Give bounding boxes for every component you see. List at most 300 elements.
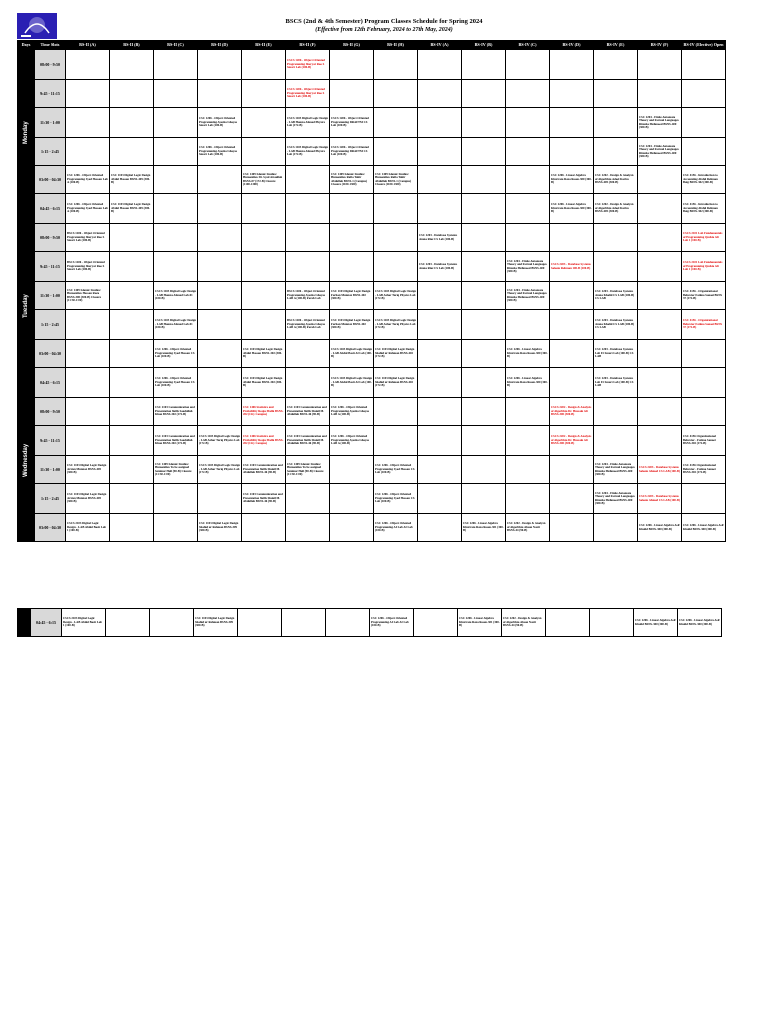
col-header: BS-II (F) (286, 41, 330, 50)
schedule-cell: CSC 1409 Islamic Studies/ Humanities Rafia Tahir Abdullah BSNS-1 (Campus) Closure (1100-1300) (374, 166, 418, 194)
schedule-cell (286, 224, 330, 252)
schedule-cell (418, 50, 462, 80)
schedule-cell (110, 50, 154, 80)
schedule-cell (330, 50, 374, 80)
schedule-cell (154, 514, 198, 542)
col-header: BS-IV (C) (506, 41, 550, 50)
schedule-cell: CSC 2206 - Linear Algebra Khurram Raza Room-301 (300-B) (462, 514, 506, 542)
time-slot: 03:00 - 04:30 (35, 166, 66, 194)
schedule-cell (638, 80, 682, 108)
schedule-cell: CSC 1206 - Object Oriented Programming Syed Hassan CS Lab (100-B) (154, 368, 198, 398)
schedule-cell (418, 138, 462, 166)
schedule-cell: CSCS 1103 Digital Logic Design - LAB Abdul Basit AI Lab (100-B) (330, 340, 374, 368)
schedule-cell: CSC 2204 - Finite Automata Theory and Formal Languages Rimsha Mehmood BSNS-400 (300-B) (594, 484, 638, 514)
schedule-cell: CSC 2204 - Finite Automata Theory and Formal Languages Rimsha Mehmood BSNS-400 (300-B) (594, 456, 638, 484)
schedule-cell (154, 252, 198, 282)
schedule-cell (594, 426, 638, 456)
schedule-cell (682, 484, 726, 514)
table-row (18, 282, 726, 310)
schedule-cell: CSC 2204 - Finite Automata Theory and Formal Languages Rimsha Mehmood BSNS-400 (300-B) (506, 252, 550, 282)
schedule-cell (150, 609, 194, 637)
time-slot: 11:30 - 1:00 (35, 456, 66, 484)
schedule-cell: CSC 2206 - Linear Algebra Asif Khalid BSNS-300 (300-B) (634, 609, 678, 637)
schedule-cell (550, 514, 594, 542)
schedule-cell: CSC 1206 - Object Oriented Programming Syed Hassan Lab A (100-B) (66, 194, 110, 224)
schedule-cell: CSCS 1103 Digital Logic Design - LAB Hamza Ahmed Lab-01 (100-B) (154, 310, 198, 340)
schedule-cell (462, 108, 506, 138)
schedule-cell (462, 456, 506, 484)
schedule-cell (550, 80, 594, 108)
schedule-cell: CSC 1103 Digital Logic Design Shahid ur Rehman BSNS-402 (172-B) (374, 340, 418, 368)
schedule-cell (638, 310, 682, 340)
schedule-cell (462, 340, 506, 368)
schedule-cell: CSC 2203 - Database Systems Amna Khalid CS LAB (100-B) CS LAB (594, 282, 638, 310)
schedule-cell: CSC 2206 - Linear Algebra Asif Khalid BSNS-300 (300-B) (678, 609, 722, 637)
schedule-cell: CSC 1206 - Object Oriented Programming Ayesha Ghayas LAB A (100-B) (330, 426, 374, 456)
schedule-cell: CSCS 2103 Digital Logic Design - LAB Abdul Basit Lab 1 (100-B) (62, 609, 106, 637)
schedule-cell (110, 368, 154, 398)
schedule-cell (638, 224, 682, 252)
schedule-cell (242, 282, 286, 310)
schedule-cell (242, 310, 286, 340)
schedule-cell (418, 484, 462, 514)
schedule-cell (462, 138, 506, 166)
schedule-cell (550, 484, 594, 514)
table-row (18, 456, 726, 484)
schedule-cell: CSC 2202 - Design & Analysis of Algorithm Ahsan Nazir BSNS-44 (90-B) (502, 609, 546, 637)
schedule-cell: CSC 1206 - Object Oriented Programming Syed Hassan CS Lab (100-B) (374, 484, 418, 514)
table-row (18, 108, 726, 138)
schedule-cell (550, 310, 594, 340)
schedule-cell: CSCS 2101 Lab Fundamentals of Programming Qudsia Ali Lab 1 (100-B) (682, 252, 726, 282)
time-slot: 03:00 - 04:30 (35, 514, 66, 542)
schedule-cell (506, 138, 550, 166)
schedule-cell (682, 108, 726, 138)
schedule-cell: CSC 1206 - Object Oriented Programming Ayesha Ghayas Smart Lab (100-B) (198, 138, 242, 166)
table-row (18, 484, 726, 514)
schedule-cell (110, 138, 154, 166)
schedule-cell (638, 252, 682, 282)
schedule-cell: CSC 1103 Digital Logic Design Abdul Hassan BSNS-405 (300-B) (110, 166, 154, 194)
time-slot: 1:15 - 2:45 (35, 310, 66, 340)
schedule-cell: CSCS 2203 - Database Systems Saleem Rehman 100-B (100-B) (550, 252, 594, 282)
schedule-cell (238, 609, 282, 637)
day-cell-tuesday (18, 224, 35, 398)
schedule-cell: CSC 1409 Islamic Studies/ Humanities Dr. Syed Attaullah BSNS-07 (172-B) Closure (1100-1300) (242, 166, 286, 194)
time-slot: 9:45 - 11:15 (35, 426, 66, 456)
schedule-cell (242, 252, 286, 282)
schedule-cell (198, 224, 242, 252)
schedule-cell: CSC 1206 - Object Oriented Programming Ayesha Ghayas Smart Lab (100-B) (198, 108, 242, 138)
schedule-cell: CSC 1103 Digital Logic Design Shahid ur Rehman BSNS-309 (300-B) (194, 609, 238, 637)
table-row (18, 224, 726, 252)
schedule-cell (638, 426, 682, 456)
schedule-cell: CSCS 1103 Digital Logic Design - LAB Hamza Ahmed Physics Lab (172-B) (286, 108, 330, 138)
schedule-cell: CSC 1406 Statistics and Probability Roqia Malik BSNS-202 (City Campus) (242, 398, 286, 426)
table-row (18, 426, 726, 456)
col-header: BS-II (C) (154, 41, 198, 50)
schedule-cell: CSCS 1206 - Object Oriented Programming Sheryar Rao S Smart Lab (100-B) (286, 80, 330, 108)
schedule-cell (462, 398, 506, 426)
schedule-cell (418, 514, 462, 542)
schedule-cell: CSC 2202 - Design & Analysis of Algorithm Adeel Karim BSNS-405 (300-B) (594, 166, 638, 194)
schedule-cell (66, 398, 110, 426)
table-row (18, 166, 726, 194)
schedule-cell: CSC 1406 Statistics and Probability Roqia Malik BSNS-202 (City Campus) (242, 426, 286, 456)
schedule-cell (638, 368, 682, 398)
schedule-cell (462, 166, 506, 194)
schedule-cell (418, 80, 462, 108)
schedule-cell (594, 80, 638, 108)
schedule-cell (242, 50, 286, 80)
schedule-cell (330, 484, 374, 514)
time-slot: 11:30 - 1:00 (35, 282, 66, 310)
schedule-cell (242, 514, 286, 542)
schedule-cell (286, 194, 330, 224)
schedule-cell (110, 252, 154, 282)
schedule-cell: CSC 4156 Organizational Behavior - Fatima Sanaei BSNS-302 (172-B) (682, 456, 726, 484)
schedule-cell (110, 340, 154, 368)
schedule-cell (506, 108, 550, 138)
schedule-cell (414, 609, 458, 637)
time-slot: 04:45 - 6:15 (35, 194, 66, 224)
schedule-cell: CSC 1103 Digital Logic Design Arslan Mumtaz BSNS-405 (300-B) (66, 484, 110, 514)
schedule-cell (506, 426, 550, 456)
schedule-cell: CSC 4156 - Organizational Behavior Fatima Sanaei BSNS 37 (172-B) (682, 310, 726, 340)
schedule-cell: CSC 1206 - Object Oriented Programming Syed Hassan CS Lab (100-B) (154, 340, 198, 368)
schedule-cell (682, 138, 726, 166)
schedule-cell: CSCS 1103 Digital Logic Design - LAB Hamza Ahmed Lab-01 (100-B) (154, 282, 198, 310)
day-cell-empty (18, 609, 31, 637)
schedule-cell (330, 252, 374, 282)
col-header: BS-II (H) (374, 41, 418, 50)
schedule-cell (154, 194, 198, 224)
schedule-cell (506, 194, 550, 224)
schedule-table (17, 40, 726, 542)
schedule-cell (462, 80, 506, 108)
schedule-cell (638, 340, 682, 368)
schedule-cell (66, 368, 110, 398)
schedule-cell (550, 282, 594, 310)
schedule-cell (110, 224, 154, 252)
schedule-cell: CSC 1409 Islamic Studies/ Humanities To be assigned Seminar Hall (90-B) Closure (11:30-1:00) (154, 456, 198, 484)
schedule-cell (242, 138, 286, 166)
schedule-cell (154, 50, 198, 80)
time-slot: 08:00 - 9:50 (35, 224, 66, 252)
schedule-cell (286, 252, 330, 282)
schedule-cell: CSC 2202 - Design & Analysis of Algorithm Adeel Karim BSNS-405 (300-B) (594, 194, 638, 224)
schedule-cell (462, 224, 506, 252)
schedule-cell: CSC 1103 Digital Logic Design Abdul Hassan BSNS-302 (300-B) (242, 340, 286, 368)
schedule-cell (550, 224, 594, 252)
schedule-cell (154, 138, 198, 166)
schedule-cell (154, 108, 198, 138)
schedule-cell (506, 50, 550, 80)
table-row (18, 194, 726, 224)
schedule-cell (110, 80, 154, 108)
schedule-cell: CSC 2103 Communication and Presentation Skills Shakil M. Abdullah BSNS-46 (90-B) (242, 456, 286, 484)
schedule-cell (198, 340, 242, 368)
schedule-cell (418, 282, 462, 310)
schedule-cell: CSC 2103 Communication and Presentation Skills Shakil M. Abdullah BSNS-46 (90-B) (286, 398, 330, 426)
day-label: Monday (23, 120, 29, 144)
schedule-cell (506, 398, 550, 426)
schedule-cell: BSCS 1206 - Object Oriented Programming Ayesha Ghayas LAB A (100-B) Farah Lab (286, 310, 330, 340)
schedule-cell (682, 50, 726, 80)
schedule-cell: CSC 1206 - Object Oriented Programming Ayesha Ghayas LAB A (100-B) (330, 398, 374, 426)
schedule-cell: CSC 2103 Communication and Presentation Skills Shakil M. Abdullah BSNS-46 (90-B) (242, 484, 286, 514)
schedule-cell (282, 609, 326, 637)
schedule-cell: CSCS 1103 Digital Logic Design - LAB Azhar Tariq Physics Lab (172-B) (374, 282, 418, 310)
schedule-cell: CSC 1103 Digital Logic Design Abdul Hassan BSNS-302 (300-B) (242, 368, 286, 398)
schedule-cell (594, 50, 638, 80)
schedule-cell (106, 609, 150, 637)
schedule-cell (286, 514, 330, 542)
schedule-cell (682, 340, 726, 368)
university-logo-icon (17, 13, 57, 39)
schedule-cell: CSC 2204 - Finite Automata Theory and Formal Languages Rimsha Mehmood BSNS-400 (300-B) (638, 138, 682, 166)
schedule-cell: BSCS 1206 - Object Oriented Programming Sheryar Rao S Smart Lab (100-B) (66, 224, 110, 252)
schedule-cell: CSC 2204 - Finite Automata Theory and Formal Languages Rimsha Mehmood BSNS-400 (300-B) (638, 108, 682, 138)
schedule-cell (66, 310, 110, 340)
schedule-cell: CSC 2203 - Database Systems Amna Riaz CS Lab (100-B) (418, 252, 462, 282)
schedule-cell (418, 310, 462, 340)
time-slot: 03:00 - 04:30 (35, 340, 66, 368)
col-header: BS-II (D) (198, 41, 242, 50)
schedule-cell (242, 108, 286, 138)
schedule-cell: CSC 2203 - Database Systems Lab 01 Smart Lab (100-B) CS LAB (594, 340, 638, 368)
schedule-cell (110, 282, 154, 310)
schedule-cell: CSC 1206 - Object Oriented Programming Syed Hassan Lab A (100-B) (66, 166, 110, 194)
schedule-cell (594, 108, 638, 138)
schedule-cell: CSC 1409 Islamic Studies/ Humanities To be assigned Seminar Hall (90-B) Closure (11:30-1:00) (286, 456, 330, 484)
col-header: BS-II (G) (330, 41, 374, 50)
schedule-cell (154, 224, 198, 252)
schedule-cell (330, 80, 374, 108)
schedule-cell: CSC 1206 - Object Oriented Programming AI Lab AI Lab (100-B) (374, 514, 418, 542)
col-header: BS-IV (B) (462, 41, 506, 50)
table-row (18, 368, 726, 398)
schedule-cell: CSCS 1103 Digital Logic Design - LAB Hamza Ahmed Physics Lab (172-B) (286, 138, 330, 166)
schedule-cell (594, 398, 638, 426)
schedule-cell (550, 50, 594, 80)
schedule-cell: CSC 2203 - Database Systems Amna Riaz CS Lab (100-B) (418, 224, 462, 252)
schedule-cell (286, 484, 330, 514)
schedule-cell: CSC 2203 - Database Systems Lab 01 Smart Lab (100-B) CS LAB (594, 368, 638, 398)
table-row (18, 514, 726, 542)
time-slot: 04:45 - 6:15 (31, 609, 62, 637)
schedule-cell (110, 108, 154, 138)
schedule-cell (638, 398, 682, 426)
time-slot: 08:00 - 9:50 (35, 398, 66, 426)
schedule-cell (110, 398, 154, 426)
table-row (18, 310, 726, 340)
schedule-cell (682, 368, 726, 398)
schedule-cell: CSC 1103 Digital Logic Design Farhan Mumtaz BSNS-402 (300-B) (330, 310, 374, 340)
schedule-cell (638, 194, 682, 224)
table-row (18, 252, 726, 282)
schedule-cell (242, 224, 286, 252)
col-header: BS-IV (A) (418, 41, 462, 50)
schedule-cell (418, 340, 462, 368)
time-slot: 1:15 - 2:45 (35, 484, 66, 514)
day-cell-wednesday (18, 398, 35, 542)
schedule-cell: CSC 2204 - Finite Automata Theory and Formal Languages Rimsha Mehmood BSNS-400 (300-B) (506, 282, 550, 310)
schedule-cell (374, 426, 418, 456)
page-subtitle: (Effective from 12th February, 2024 to 27th May, 2024) (315, 27, 453, 33)
schedule-cell (418, 456, 462, 484)
schedule-cell: CSC 1206 - Object Oriented Programming AI Lab AI Lab (100-B) (370, 609, 414, 637)
schedule-cell (198, 310, 242, 340)
schedule-cell (638, 50, 682, 80)
col-header: BS-II (E) (242, 41, 286, 50)
schedule-cell (198, 50, 242, 80)
schedule-cell: CSC 1103 Digital Logic Design Shahid ur Rehman BSNS-309 (300-B) (198, 514, 242, 542)
schedule-cell: CSC 1103 Digital Logic Design Shahid ur Rehman BSNS-402 (172-B) (374, 368, 418, 398)
table-row (18, 138, 726, 166)
schedule-cell (326, 609, 370, 637)
time-slot: 1:15 - 2:45 (35, 138, 66, 166)
schedule-cell: CSC 2103 Communication and Presentation Skills Saadullah Khan BSNS-302 (172-B) (154, 398, 198, 426)
schedule-cell (330, 456, 374, 484)
schedule-cell (374, 80, 418, 108)
time-slot: 08:00 - 9:50 (35, 50, 66, 80)
schedule-cell (682, 398, 726, 426)
schedule-cell: CSC 2206 - Linear Algebra Khurram Raza Room-300 (300-B) (506, 340, 550, 368)
time-slot: 04:45 - 6:15 (35, 368, 66, 398)
table-row (18, 609, 722, 637)
schedule-cell: CSC 1103 Digital Logic Design Farhan Mumtaz BSNS-402 (300-B) (330, 282, 374, 310)
schedule-cell: CSC 2206 - Linear Algebra Khurram Raza Room-300 (300-B) (506, 368, 550, 398)
schedule-cell (550, 456, 594, 484)
col-header: BS-IV (E) (594, 41, 638, 50)
schedule-cell (286, 368, 330, 398)
schedule-cell (330, 224, 374, 252)
table-row (18, 398, 726, 426)
schedule-cell (66, 138, 110, 166)
schedule-cell (462, 310, 506, 340)
schedule-cell (198, 282, 242, 310)
schedule-cell (374, 194, 418, 224)
schedule-cell: CSCS 1103 Digital Logic Design - LAB Azhar Tariq Physics Lab (172-B) (374, 310, 418, 340)
schedule-cell (462, 50, 506, 80)
schedule-cell: CSC 2206 - Linear Algebra Khurram Raza Room-300 (300-B) (550, 194, 594, 224)
schedule-cell: CSCS 1103 Digital Logic Design - LAB Azhar Tariq Physics Lab (172-B) (198, 426, 242, 456)
schedule-cell: CSCS 1206 - Object Oriented Programming DRAFTM CS Lab (100-B) (330, 138, 374, 166)
schedule-cell (198, 484, 242, 514)
time-slot: 11:30 - 1:00 (35, 108, 66, 138)
col-header: BS-II (A) (66, 41, 110, 50)
schedule-cell: CSCS 2101 Lab Fundamentals of Programming Qudsia Ali Lab 1 (100-B) (682, 224, 726, 252)
schedule-cell (198, 398, 242, 426)
schedule-cell (330, 194, 374, 224)
schedule-cell: CSC 1409 Islamic Studies/ Humanities Rafia Tahir Abdullah BSNS-1 (Campus) Closure (1100-1300) (330, 166, 374, 194)
schedule-cell (550, 340, 594, 368)
page-title: BSCS (2nd & 4th Semester) Program Classes Schedule for Spring 2024 (285, 18, 483, 25)
schedule-cell (506, 456, 550, 484)
schedule-cell (638, 166, 682, 194)
schedule-cell: CSC 1103 Digital Logic Design Arslan Mumtaz BSNS-405 (300-B) (66, 456, 110, 484)
schedule-cell (198, 166, 242, 194)
time-slot: 9:45 - 11:15 (35, 252, 66, 282)
schedule-cell (110, 514, 154, 542)
schedule-cell (638, 282, 682, 310)
schedule-cell: BSCS 1206 - Object Oriented Programming Ayesha Ghayas LAB A (100-B) Farah Lab (286, 282, 330, 310)
table-row (18, 80, 726, 108)
schedule-cell: CSC 2206 - Linear Algebra Asif Khalid BSNS-300 (300-B) (638, 514, 682, 542)
schedule-cell: CSC 2103 Communication and Presentation Skills Shakil M. Abdullah BSNS-46 (90-B) (286, 426, 330, 456)
schedule-cell (462, 426, 506, 456)
schedule-cell (506, 484, 550, 514)
schedule-cell (594, 252, 638, 282)
schedule-cell: CSCS 1103 Digital Logic Design - LAB Azhar Tariq Physics Lab (172-B) (198, 456, 242, 484)
schedule-cell (550, 368, 594, 398)
schedule-cell (154, 166, 198, 194)
schedule-cell: CSC 2202 - Design & Analysis of Algorithm Ahsan Nazir BSNS-44 (90-B) (506, 514, 550, 542)
schedule-cell (546, 609, 590, 637)
schedule-cell (462, 194, 506, 224)
schedule-cell (154, 80, 198, 108)
schedule-cell (198, 252, 242, 282)
table-row (18, 340, 726, 368)
schedule-cell (154, 484, 198, 514)
schedule-cell (374, 138, 418, 166)
schedule-cell (110, 484, 154, 514)
schedule-cell: CSCS 1103 Digital Logic Design - LAB Abdul Basit AI Lab (100-B) (330, 368, 374, 398)
schedule-cell (330, 514, 374, 542)
schedule-cell: BSCS 1206 - Object Oriented Programming Sheryar Rao S Smart Lab (100-B) (66, 252, 110, 282)
schedule-cell (242, 194, 286, 224)
schedule-cell: CSC 4156 - Introduction to Accounting Abdul Rehman Baig BSNS-302 (300-B) (682, 194, 726, 224)
col-header: BS-II (B) (110, 41, 154, 50)
schedule-cell (462, 252, 506, 282)
schedule-cell (66, 426, 110, 456)
schedule-cell (242, 80, 286, 108)
schedule-cell (374, 398, 418, 426)
day-label: Tuesday (23, 293, 29, 318)
schedule-cell: CSC 2203 - Database Systems Amna Khalid CS LAB (100-B) CS LAB (594, 310, 638, 340)
time-slot: 9:45 - 11:15 (35, 80, 66, 108)
schedule-cell (506, 224, 550, 252)
schedule-cell (550, 108, 594, 138)
header-row (18, 41, 726, 50)
schedule-cell (550, 138, 594, 166)
schedule-cell (506, 310, 550, 340)
schedule-cell (590, 609, 634, 637)
schedule-cell (66, 80, 110, 108)
schedule-cell (594, 224, 638, 252)
schedule-cell (66, 340, 110, 368)
schedule-cell (110, 426, 154, 456)
schedule-cell (462, 368, 506, 398)
schedule-cell (198, 368, 242, 398)
schedule-cell: CSC 1103 Digital Logic Design Abdul Hassan BSNS-405 (300-B) (110, 194, 154, 224)
schedule-cell: CSC 4156 - Introduction to Accounting Abdul Rehman Baig BSNS-302 (300-B) (682, 166, 726, 194)
schedule-cell (374, 50, 418, 80)
schedule-cell (198, 80, 242, 108)
col-header: BS-IV (D) (550, 41, 594, 50)
schedule-cell: CSC 2206 - Linear Algebra Asif Khalid BSNS-300 (300-B) (682, 514, 726, 542)
schedule-cell (462, 282, 506, 310)
schedule-cell (374, 252, 418, 282)
schedule-cell (594, 514, 638, 542)
schedule-cell (418, 194, 462, 224)
col-header: Time Slots (35, 41, 66, 50)
schedule-cell: CSCS 2202 - Design & Analysis of Algorithm Dr. Hussain Ali BSNS-300 (300-B) (550, 398, 594, 426)
schedule-cell (198, 194, 242, 224)
schedule-cell: CSC 1206 - Object Oriented Programming Syed Hassan CS Lab (100-B) (374, 456, 418, 484)
schedule-cell (110, 456, 154, 484)
